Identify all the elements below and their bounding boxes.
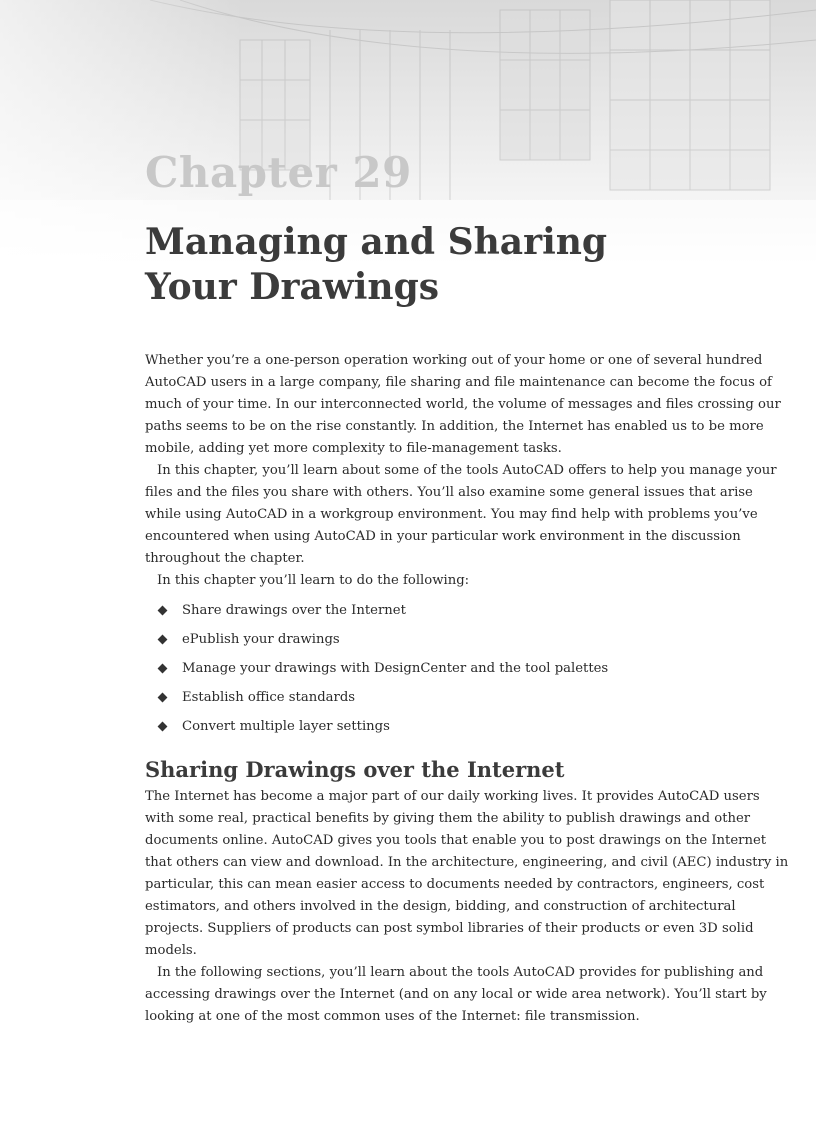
- list-item: [145, 712, 791, 741]
- section-paragraph-2: In the following sections, you’ll learn about the tools AutoCAD provides for publishing and accessing drawings over the Internet (and on any local or wide area network). You’ll start by looking at one of the most common uses of the Internet: file transmission.: [145, 965, 767, 1024]
- list-item-text: Manage your drawings with DesignCenter and the tool palettes: [182, 661, 609, 676]
- chapter-title-line-1: Managing and Sharing: [145, 221, 608, 263]
- intro-paragraph-2: In this chapter, you’ll learn about some of the tools AutoCAD offers to help you manage your files and the files you share with others. You’ll also examine some general issues that arise while using AutoCAD in a workgroup environment. You may find help with problems you’ve encountered when using AutoCAD in your particular work environment in the discussion throughout the chapter.: [145, 463, 777, 566]
- list-item-text: Establish office standards: [182, 690, 356, 705]
- objectives-list: [145, 596, 791, 741]
- chapter-title: [145, 220, 607, 310]
- list-item-text: Convert multiple layer settings: [182, 719, 390, 734]
- diamond-bullet-icon: [158, 635, 168, 645]
- list-item: [145, 683, 791, 712]
- section-heading: Sharing Drawings over the Internet: [145, 757, 565, 782]
- list-item-text: ePublish your drawings: [182, 632, 340, 647]
- intro-paragraph-3: In this chapter you’ll learn to do the following:: [157, 573, 470, 588]
- diamond-bullet-icon: [158, 606, 168, 616]
- chapter-title-line-2: Your Drawings: [145, 266, 440, 308]
- diamond-bullet-icon: [158, 664, 168, 674]
- diamond-bullet-icon: [158, 693, 168, 703]
- section-paragraph-1: The Internet has become a major part of our daily working lives. It provides AutoCAD users with some real, practical benefits by giving them the ability to publish drawings and other documents online. AutoCAD gives you tools that enable you to post drawings on the Internet that others can view and download. In the architecture, engineering, and civil (AEC) industry in particular, this can mean easier access to documents needed by contractors, engineers, cost estimators, and others involved in the design, bidding, and construction of architectural projects. Suppliers of products can post symbol libraries of their products or even 3D solid models.: [145, 789, 789, 958]
- chapter-intro: [145, 350, 791, 741]
- section-body: [145, 786, 791, 1028]
- list-item: [145, 654, 791, 683]
- diamond-bullet-icon: [158, 722, 168, 732]
- chapter-number: Chapter 29: [145, 148, 412, 197]
- list-item-text: Share drawings over the Internet: [182, 603, 406, 618]
- intro-paragraph-1: Whether you’re a one-person operation working out of your home or one of several hundred AutoCAD users in a large company, file sharing and file maintenance can become the focus of much of your time. In our interconnected world, the volume of messages and files crossing our paths seems to be on the rise constantly. In addition, the Internet has enabled us to be more mobile, adding yet more complexity to file-management tasks.: [145, 353, 781, 456]
- list-item: [145, 596, 791, 625]
- list-item: [145, 625, 791, 654]
